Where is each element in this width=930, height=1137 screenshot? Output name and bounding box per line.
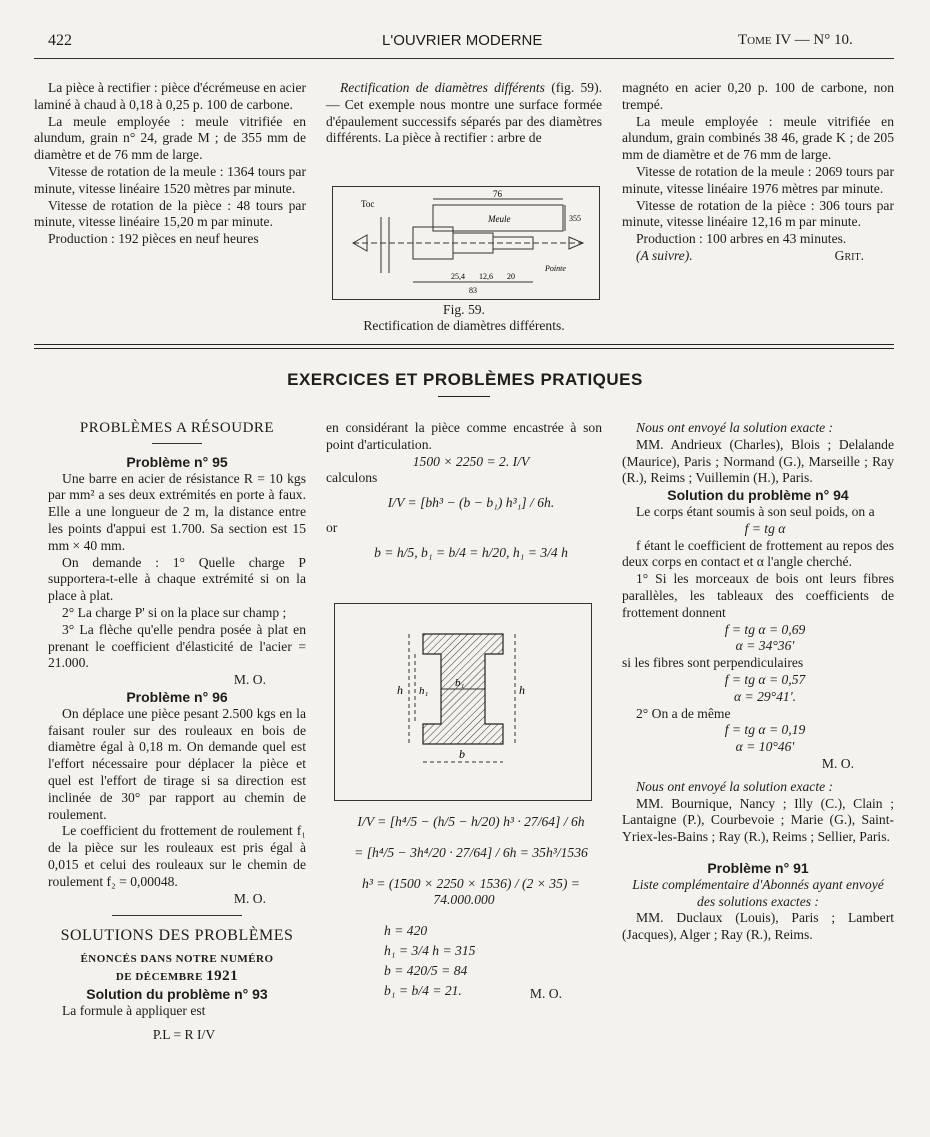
paragraph: en considérant la pièce comme encastrée à son point d'articulation. <box>326 420 602 452</box>
paragraph: Le coefficient du frottement de roulement f₁ de la pièce sur les rouleaux est pris égal à 0,015 et celui des rouleaux sur le chemin de roulement f₂ = 0,00048. <box>48 823 306 889</box>
fig-label: 83 <box>469 286 477 295</box>
solutions-heading: SOLUTIONS DES PROBLÈMES <box>60 927 294 945</box>
journal-title: L'OUVRIER MODERNE <box>382 32 543 49</box>
paragraph: si les fibres sont perpendiculaires <box>622 655 804 671</box>
solutions-subheading: ÉNONCÉS DANS NOTRE NUMÉRO <box>80 953 274 966</box>
fig-label: 20 <box>507 272 515 281</box>
i-beam-section-figure <box>334 603 592 801</box>
paragraph: Vitesse de rotation de la pièce : 306 tours par minute, vitesse linéaire 12,16 m par minute. <box>622 197 894 230</box>
page-number: 422 <box>48 32 72 49</box>
figure-caption: Rectification de diamètres différents. <box>363 318 565 333</box>
formula: b₁ = b/4 = 21. <box>384 982 462 998</box>
fig-label: 12,6 <box>479 272 493 281</box>
formula: f = tg α = 0,57 <box>724 671 806 687</box>
paragraph: Le corps étant soumis à son seul poids, on a <box>636 503 875 519</box>
top-column-2 <box>326 80 602 147</box>
formula: h₁ = 3/4 h = 315 <box>384 942 476 958</box>
signature: M. O. <box>529 986 562 1002</box>
paragraph: Liste complémentaire d'Abonnés ayant envoyé des solutions exactes : <box>632 876 884 909</box>
paragraph: f étant le coefficient de frottement au repos des deux corps en contact et α l'angle cherché. <box>622 537 894 570</box>
formula: α = 29°41'. <box>733 688 797 704</box>
formula: f = tg α = 0,69 <box>724 621 806 637</box>
signature: M. O. <box>233 890 266 906</box>
divider <box>112 915 242 916</box>
problem-96-title: Problème n° 96 <box>126 688 228 705</box>
paragraph: Nous ont envoyé la solution exacte : <box>636 778 834 794</box>
fig-label: Toc <box>361 199 375 209</box>
formula: b = h/5, b₁ = b/4 = h/20, h₁ = 3/4 h <box>374 544 568 560</box>
paragraph: — Cet exemple nous montre une surface formée d'épaulement successifs séparés par des diamètres différents. La pièce à rectifier : arbre de <box>326 96 602 146</box>
fig-label: Pointe <box>545 264 566 273</box>
paragraph: La meule employée : meule vitrifiée en alundum, grain combinés 38 46, grade K ; de 205 mm de diamètre et de 76 mm de large. <box>622 113 894 163</box>
paragraph: calculons <box>326 470 378 486</box>
names-list: MM. Bournique, Nancy ; Illy (C.), Clain ; Lantaigne (P.), Courbevoie ; Marie (G.), Saint-Yriex-les-Bains ; Ray (R.), Reims ; Sellier, Paris. <box>622 795 894 845</box>
subsection-heading: Rectification de diamètres différents <box>340 80 545 95</box>
paragraph: Nous ont envoyé la solution exacte : <box>636 420 834 435</box>
bottom-column-3 <box>622 420 894 944</box>
formula: α = 10°46' <box>735 739 795 755</box>
paragraph: 3° La flèche qu'elle pendra posée à plat en prenant le coefficient d'élasticité de l'acier = 21.000. <box>48 621 306 671</box>
beam-label: h₁ <box>419 685 429 697</box>
figure-reference: (fig. 59). <box>551 80 603 95</box>
beam-label: b₁ <box>455 677 465 689</box>
figure-59-grinding-diagram <box>332 186 600 300</box>
formula: I/V = [bh³ − (b − b₁) h³₁] / 6h. <box>387 495 555 511</box>
beam-label: h <box>397 683 403 697</box>
formula: h = 420 <box>384 923 428 939</box>
solution-93-title: Solution du problème n° 93 <box>86 985 268 1002</box>
divider <box>152 443 202 444</box>
signature: M. O. <box>233 672 266 688</box>
problem-95-title: Problème n° 95 <box>126 453 228 470</box>
section-title: EXERCICES ET PROBLÈMES PRATIQUES <box>287 370 643 389</box>
paragraph: 2° On a de même <box>636 705 731 721</box>
top-column-3 <box>622 80 894 265</box>
formula: I/V = [h⁴/5 − (h/5 − h/20) h³ · 27/64] / 6h <box>357 814 585 829</box>
paragraph: or <box>326 519 338 535</box>
signature: M. O. <box>821 755 854 771</box>
paragraph: La pièce à rectifier : pièce d'écrémeuse en acier laminé à chaud à 0,18 à 0,25 p. 100 de carbone. <box>34 80 306 112</box>
fig-label: 355 <box>569 214 581 223</box>
paragraph: Une barre en acier de résistance R = 10 kgs par mm² a ses deux extrémités en porte à faux. Elle a une longueur de 2 m, la distance entre les points d'appui est 1.700. Sa section est 15 mm × 40 mm. <box>48 470 306 553</box>
names-list: MM. Duclaux (Louis), Paris ; Lambert (Jacques), Alger ; Ray (R.), Reims. <box>622 910 894 943</box>
paragraph: La meule employée : meule vitrifiée en alundum, grain n° 24, grade M ; de 355 mm de diamètre et de 76 mm de large. <box>34 113 306 163</box>
title-underline <box>438 396 490 397</box>
figure-number: Fig. 59. <box>443 302 485 317</box>
formula: f = tg α = 0,19 <box>724 722 806 738</box>
header-rule <box>34 58 894 59</box>
solution-94-title: Solution du problème n° 94 <box>667 487 849 504</box>
to-be-continued: (A suivre). <box>636 247 693 263</box>
formula: 1500 × 2250 = 2. I/V <box>412 453 530 469</box>
paragraph: La formule à appliquer est <box>62 1002 206 1018</box>
paragraph: 1° Si les morceaux de bois ont leurs fibres parallèles, les tableaux des coefficients de frottement donnent <box>622 571 894 620</box>
paragraph: Production : 100 arbres en 43 minutes. <box>636 231 847 247</box>
formula: f = tg α <box>744 520 786 536</box>
fig-label: Meule <box>488 214 511 224</box>
top-column-1 <box>34 80 306 248</box>
paragraph: Vitesse de rotation de la pièce : 48 tours par minute, vitesse linéaire 15,20 m par minute. <box>34 197 306 230</box>
paragraph: 2° La charge P' si on la place sur champ ; <box>62 604 287 620</box>
bottom-column-2 <box>326 420 602 570</box>
beam-label: b <box>459 747 465 761</box>
paragraph: Vitesse de rotation de la meule : 2069 tours par minute, vitesse linéaire 1976 mètres par minute. <box>622 163 894 196</box>
bottom-column-2-derivation <box>326 808 602 1003</box>
formula: b = 420/5 = 84 <box>384 962 468 978</box>
formula: h³ = (1500 × 2250 × 1536) / (2 × 35) = 74.000.000 <box>362 875 580 908</box>
formula: = [h⁴/5 − 3h⁴/20 · 27/64] / 6h = 35h³/1536 <box>354 844 588 860</box>
author: Grit. <box>834 247 864 263</box>
paragraph: Production : 192 pièces en neuf heures <box>48 231 259 247</box>
paragraph: On demande : 1° Quelle charge P supportera-t-elle à chaque extrémité si on la place à plat. <box>48 554 306 604</box>
problems-heading: PROBLÈMES A RÉSOUDRE <box>79 420 275 436</box>
formula: P.L = R I/V <box>152 1027 216 1043</box>
fig-label: 76 <box>493 189 502 199</box>
problem-91-title: Problème n° 91 <box>707 859 809 876</box>
section-rule <box>34 348 894 349</box>
section-rule <box>34 344 894 345</box>
fig-label: 25,4 <box>451 272 465 281</box>
paragraph: On déplace une pièce pesant 2.500 kgs en la faisant rouler sur des rouleaux en bois de diamètre égal à 0,18 m. On demande quel est l'effort nécessaire pour déplacer la pièce et quel est l'effort de tirage si sa direction est inclinée de 30° par rapport au chemin de roulement. <box>48 705 306 822</box>
solutions-subheading: DE DÉCEMBRE 1921 <box>115 967 239 984</box>
formula: α = 34°36' <box>735 638 795 654</box>
beam-label: h <box>519 683 525 697</box>
bottom-column-1 <box>48 420 306 1044</box>
names-list: MM. Andrieux (Charles), Blois ; Delalande (Maurice), Paris ; Normand (G.), Marseille ; Ray (R.), Reims ; Vuillemin (H.), Paris. <box>622 436 894 486</box>
issue-label: Tome IV — N° 10. <box>738 32 853 48</box>
paragraph: Vitesse de rotation de la meule : 1364 tours par minute, vitesse linéaire 1520 mètres par minute. <box>34 163 306 196</box>
paragraph: magnéto en acier 0,20 p. 100 de carbone, non trempé. <box>622 80 894 112</box>
